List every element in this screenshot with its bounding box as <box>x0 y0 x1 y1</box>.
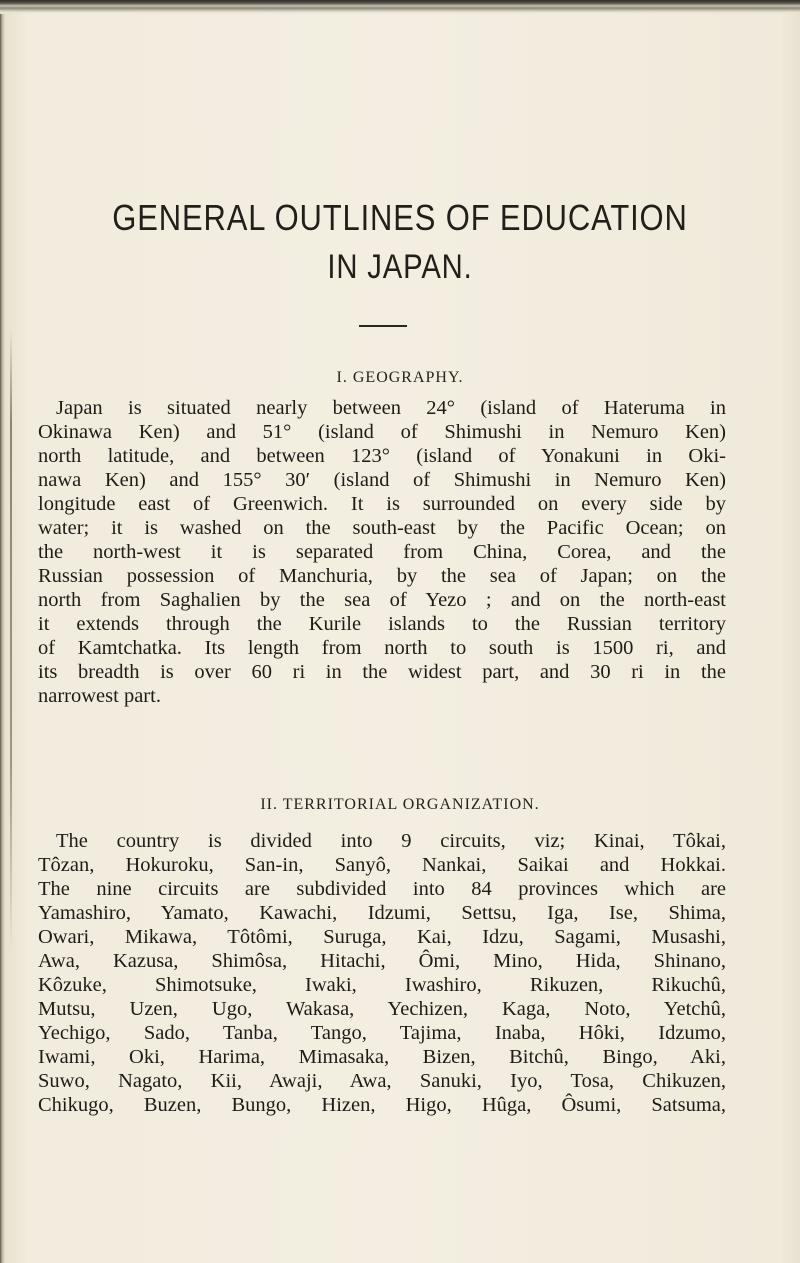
document-title-line-2: IN JAPAN. <box>327 248 473 286</box>
geography-paragraph <box>38 396 726 708</box>
text-line: north latitude, and between 123° (island of Yonakuni in Oki- <box>38 445 726 467</box>
text-line: Mutsu, Uzen, Ugo, Wakasa, Yechizen, Kaga, Noto, Yetchû, <box>38 998 726 1020</box>
text-line: north from Saghalien by the sea of Yezo ; and on the north-east <box>38 589 726 611</box>
page-top-edge <box>0 0 800 14</box>
text-line: Tôzan, Hokuroku, San-in, Sanyô, Nankai, Saikai and Hokkai. <box>38 854 726 876</box>
text-line: Chikugo, Buzen, Bungo, Hizen, Higo, Hûga, Ôsumi, Satsuma, <box>38 1094 726 1116</box>
text-line: it extends through the Kurile islands to the Russian territory <box>38 613 726 635</box>
text-line: the north-west it is separated from China, Corea, and the <box>38 541 726 563</box>
text-line: Okinawa Ken) and 51° (island of Shimushi in Nemuro Ken) <box>38 421 726 443</box>
text-line: The country is divided into 9 circuits, viz; Kinai, Tôkai, <box>56 830 726 852</box>
text-line: narrowest part. <box>38 685 161 707</box>
text-line: its breadth is over 60 ri in the widest part, and 30 ri in the <box>38 661 726 683</box>
section-heading-territorial-organization: II. TERRITORIAL ORGANIZATION. <box>260 796 540 813</box>
text-line: Russian possession of Manchuria, by the sea of Japan; on the <box>38 565 726 587</box>
text-line: nawa Ken) and 155° 30′ (island of Shimushi in Nemuro Ken) <box>38 469 726 491</box>
text-line: Iwami, Oki, Harima, Mimasaka, Bizen, Bitchû, Bingo, Aki, <box>38 1046 726 1068</box>
text-line: longitude east of Greenwich. It is surrounded on every side by <box>38 493 726 515</box>
text-line: Japan is situated nearly between 24° (island of Hateruma in <box>56 397 726 419</box>
page-binding-shadow <box>10 330 12 950</box>
territorial-organization-paragraph <box>38 829 726 1117</box>
document-title-line-1: GENERAL OUTLINES OF EDUCATION <box>112 197 688 238</box>
text-line: water; it is washed on the south-east by the Pacific Ocean; on <box>38 517 726 539</box>
text-line: Yamashiro, Yamato, Kawachi, Idzumi, Settsu, Iga, Ise, Shima, <box>38 902 726 924</box>
text-line: Kôzuke, Shimotsuke, Iwaki, Iwashiro, Rikuzen, Rikuchû, <box>38 974 726 996</box>
text-line: Owari, Mikawa, Tôtômi, Suruga, Kai, Idzu, Sagami, Musashi, <box>38 926 726 948</box>
text-line: of Kamtchatka. Its length from north to south is 1500 ri, and <box>38 637 726 659</box>
section-heading-geography: I. GEOGRAPHY. <box>336 369 464 386</box>
text-line: The nine circuits are subdivided into 84 provinces which are <box>38 878 726 900</box>
page-left-edge <box>0 14 5 1263</box>
title-divider-rule <box>359 325 407 327</box>
text-line: Yechigo, Sado, Tanba, Tango, Tajima, Inaba, Hôki, Idzumo, <box>38 1022 726 1044</box>
text-line: Suwo, Nagato, Kii, Awaji, Awa, Sanuki, Iyo, Tosa, Chikuzen, <box>38 1070 726 1092</box>
text-line: Awa, Kazusa, Shimôsa, Hitachi, Ômi, Mino, Hida, Shinano, <box>38 950 726 972</box>
